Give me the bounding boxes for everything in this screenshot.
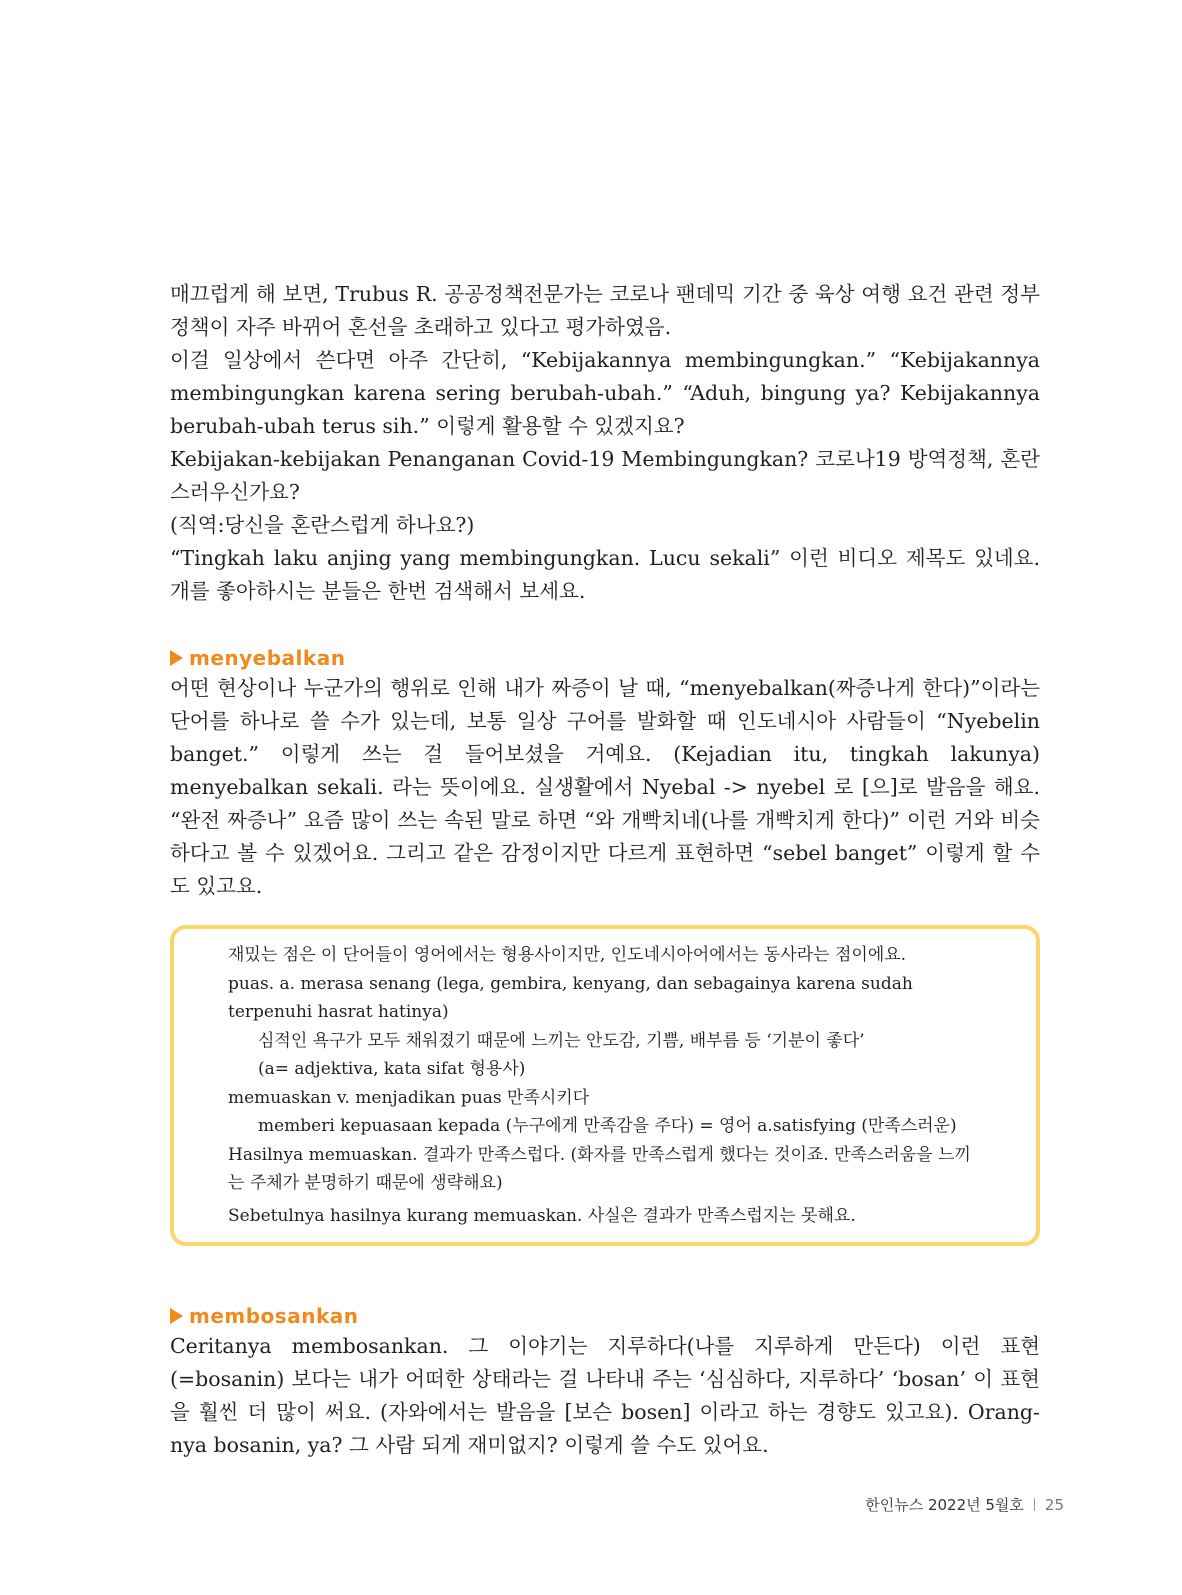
publication-name: 한인뉴스 2022년 5월호 xyxy=(865,1496,1024,1514)
article-body xyxy=(170,278,1040,1462)
intro-text xyxy=(170,278,1040,608)
note-line: Hasilnya memuaskan. 결과가 만족스럽다. (화자를 만족스럽게 했다는 것이죠. 만족스러움을 느끼는 주체가 분명하기 때문에 생략해요) xyxy=(228,1144,971,1193)
paragraph: 이걸 일상에서 쓴다면 아주 간단히, “Kebijakannya membingungkan.” “Kebijakannya membingungkan karena sering berubah-ubah.” “Aduh, bingung ya? Kebijakannya berubah-ubah terus sih.” 이렇게 활용할 수 있겠지요? xyxy=(170,348,1040,438)
footer-divider xyxy=(1034,1498,1035,1511)
note-line: 심적인 욕구가 모두 채워졌기 때문에 느끼는 안도감, 기쁨, 배부름 등 ‘기분이 좋다’ xyxy=(258,1030,865,1051)
paragraph: Ceritanya membosankan. 그 이야기는 지루하다(나를 지루하게 만든다) 이런 표현(=bosanin) 보다는 내가 어떠한 상태라는 걸 나타내 주는 ‘심심하다, 지루하다’ ‘bosan’ 이 표현을 훨씬 더 많이 써요. (자와에서는 발음을 [보슨 bosen] 이라고 하는 경향도 있고요). Orang-nya bosanin, ya? 그 사람 되게 재미없지? 이렇게 쓸 수도 있어요. xyxy=(170,1334,1040,1457)
note-line: memberi kepuasaan kepada (누구에게 만족감을 주다) = 영어 a.satisfying (만족스러운) xyxy=(258,1116,957,1136)
section-heading-text: membosankan xyxy=(189,1304,359,1328)
section-body xyxy=(170,1330,1040,1462)
section-heading-membosankan xyxy=(170,1302,1040,1330)
paragraph: Kebijakan-kebijakan Penanganan Covid-19 Membingungkan? 코로나19 방역정책, 혼란스러우신가요? xyxy=(170,447,1040,504)
page-footer xyxy=(865,1494,1064,1515)
paragraph: “Tingkah laku anjing yang membingungkan. Lucu sekali” 이런 비디오 제목도 있네요. 개를 좋아하시는 분들은 한번 검색해서 보세요. xyxy=(170,546,1040,603)
section-heading-text: menyebalkan xyxy=(189,646,346,670)
paragraph: 매끄럽게 해 보면, Trubus R. 공공정책전문가는 코로나 팬데믹 기간 중 육상 여행 요건 관련 정부 정책이 자주 바뀌어 혼선을 초래하고 있다고 평가하였음. xyxy=(170,282,1040,339)
note-line: memuaskan v. menjadikan puas 만족시키다 xyxy=(228,1087,590,1108)
triangle-bullet-icon xyxy=(170,650,183,666)
note-line: Sebetulnya hasilnya kurang memuaskan. 사실은 결과가 만족스럽지는 못해요. xyxy=(228,1205,856,1226)
note-line: 재밌는 점은 이 단어들이 영어에서는 형용사이지만, 인도네시아어에서는 동사라는 점이에요. xyxy=(228,945,907,965)
paragraph: (직역:당신을 혼란스럽게 하나요?) xyxy=(170,513,475,537)
section-heading-menyebalkan xyxy=(170,644,1040,672)
note-line: puas. a. merasa senang (lega, gembira, kenyang, dan sebagainya karena sudah terpenuhi hasrat hatinya) xyxy=(228,973,913,1022)
note-line: (a= adjektiva, kata sifat 형용사) xyxy=(258,1059,526,1079)
triangle-bullet-icon xyxy=(170,1308,183,1324)
page-number: 25 xyxy=(1044,1496,1064,1514)
section-body xyxy=(170,672,1040,903)
note-box xyxy=(170,925,1040,1246)
paragraph: 어떤 현상이나 누군가의 행위로 인해 내가 짜증이 날 때, “menyebalkan(짜증나게 한다)”이라는 단어를 하나로 쓸 수가 있는데, 보통 일상 구어를 발화할 때 인도네시아 사람들이 “Nyebelin banget.” 이렇게 쓰는 걸 들어보셨을 거예요. (Kejadian itu, tingkah lakunya) menyebalkan sekali. 라는 뜻이에요. 실생활에서 Nyebal -> nyebel 로 [으]로 발음을 해요. “완전 짜증나” 요즘 많이 쓰는 속된 말로 하면 “와 개빡치네(나를 개빡치게 한다)” 이런 거와 비슷하다고 볼 수 있겠어요. 그리고 같은 감정이지만 다르게 표현하면 “sebel banget” 이렇게 할 수도 있고요. xyxy=(170,676,1040,898)
